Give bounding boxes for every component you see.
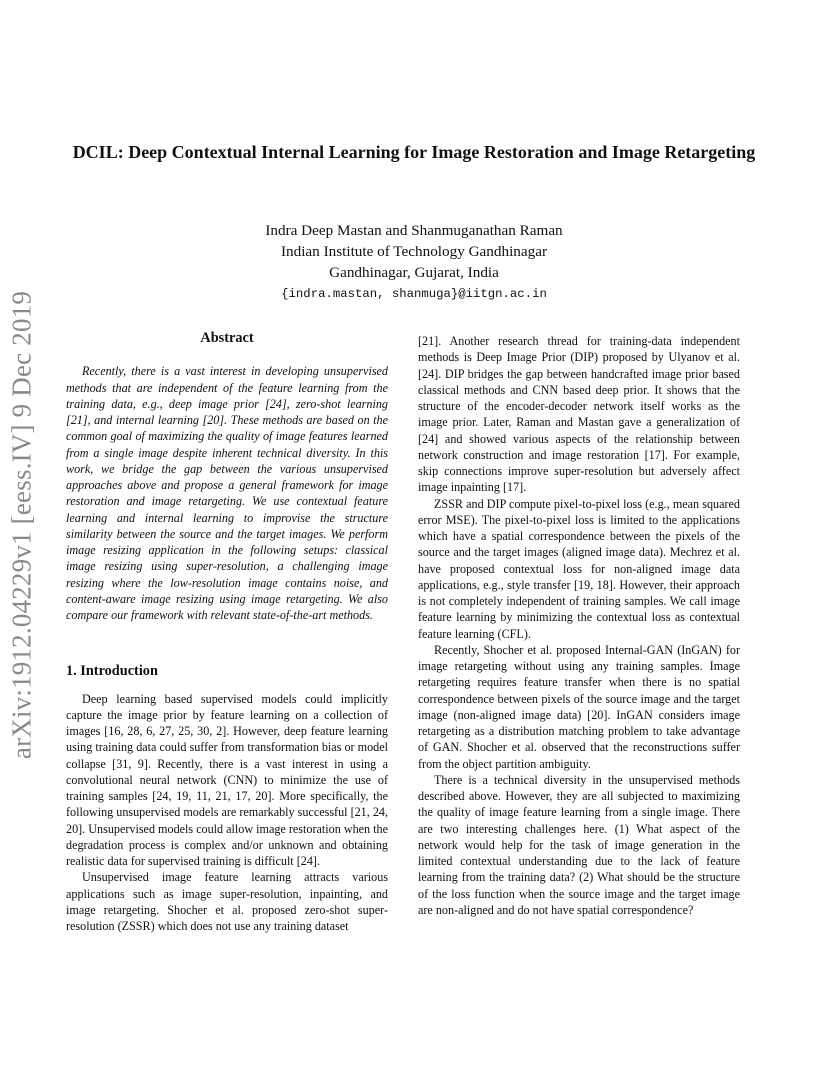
author-block [66, 220, 762, 305]
introduction-paragraph-2: Unsupervised image feature learning attracts various applications such as image super-resolution, inpainting, and image retargeting. Shocher et al. proposed zero-shot super-resolution (ZSSR) which does not use any training dataset [66, 870, 388, 933]
right-paragraph-4: There is a technical diversity in the unsupervised methods described above. However, they are all subjected to maximizing the quality of image feature learning from a single image. There are two interesting challenges here. (1) What aspect of the network would help for the task of image generation in the limited contextual understanding due to the lack of feature learning from the training data? (2) What should be the structure of the loss function when the source image and the target image are non-aligned and do not have spatial correspondence? [418, 772, 740, 917]
location: Gandhinagar, Gujarat, India [329, 264, 499, 281]
author-names: Indra Deep Mastan and Shanmuganathan Raman [265, 222, 563, 239]
arxiv-identifier: arXiv:1912.04229v1 [eess.IV] 9 Dec 2019 [6, 290, 37, 760]
abstract-text: Recently, there is a vast interest in developing unsupervised methods that are independent of the feature learning from the training data, e.g., deep image prior [24], zero-shot learning [21], and internal learning [20]. These methods are based on the common goal of maximizing the quality of image features learned from a single image despite inherent technical diversity. In this work, we bridge the gap between the various unsupervised approaches above and propose a general framework for image restoration and image retargeting. We use contextual feature learning and internal learning to improvise the structure similarity between the source and the target images. We perform image resizing application in the following setups: classical image resizing using super-resolution, a challenging image resizing where the low-resolution image contains noise, and content-aware image resizing using image retargeting. We also compare our framework with relevant state-of-the-art methods. [66, 364, 388, 622]
affiliation: Indian Institute of Technology Gandhinagar [280, 243, 548, 260]
abstract-heading: Abstract [200, 330, 254, 346]
author-email: {indra.mastan, shanmuga}@iitgn.ac.in [281, 287, 547, 301]
right-column [418, 333, 740, 918]
right-paragraph-1: [21]. Another research thread for training-data independent methods is Deep Image Prior (DIP) proposed by Ulyanov et al. [24]. DIP bridges the gap between handcrafted image prior based classical methods and CNN based deep prior. It shows that the structure of the encoder-decoder network itself works as the image prior. Later, Raman and Mastan gave a generalization of [24] and showed various aspects of the relationship between network construction and image restoration [17]. For example, skip connections improve super-resolution but adversely affect image inpainting [17]. [418, 334, 740, 495]
paper-title: DCIL: Deep Contextual Internal Learning for Image Restoration and Image Retargeting [72, 142, 756, 162]
right-paragraph-2: ZSSR and DIP compute pixel-to-pixel loss (e.g., mean squared error MSE). The pixel-to-pixel loss is limited to the applications which have a spatial correspondence between the pixels of the source and the target images (aligned image data). Mechrez et al. have proposed contextual loss for non-aligned image data applications, e.g., style transfer [19, 18]. However, their approach is not completely independent of training samples. We call image feature learning by minimizing the contextual loss as contextual feature learning (CFL). [418, 496, 740, 641]
left-column [66, 330, 388, 934]
introduction-heading: 1. Introduction [66, 663, 158, 680]
introduction-paragraph-1: Deep learning based supervised models could implicitly capture the image prior by feature learning on a collection of images [16, 28, 6, 27, 25, 30, 2]. However, deep feature learning using training data could suffer from transformation bias or model collapse [31, 9]. Recently, there is a vast interest in using a convolutional neural network (CNN) to minimize the use of training samples [24, 19, 11, 21, 17, 20]. More specifically, the following unsupervised models are remarkably successful [21, 24, 20]. Unsupervised models could allow image restoration when the degradation process is complex and/or unknown and obtaining realistic data for supervised training is difficult [24]. [66, 691, 388, 868]
right-paragraph-3: Recently, Shocher et al. proposed Internal-GAN (InGAN) for image retargeting without using any training samples. Image retargeting requires feature transfer when there is no spatial correspondence between pixels of the source image and the target image (non-aligned image data) [20]. InGAN considers image retargeting as a distribution matching problem to take advantage of GAN. Shocher et al. observed that the reconstructions suffer from the object partition ambiguity. [418, 642, 740, 771]
arxiv-sidebar [2, 290, 42, 760]
